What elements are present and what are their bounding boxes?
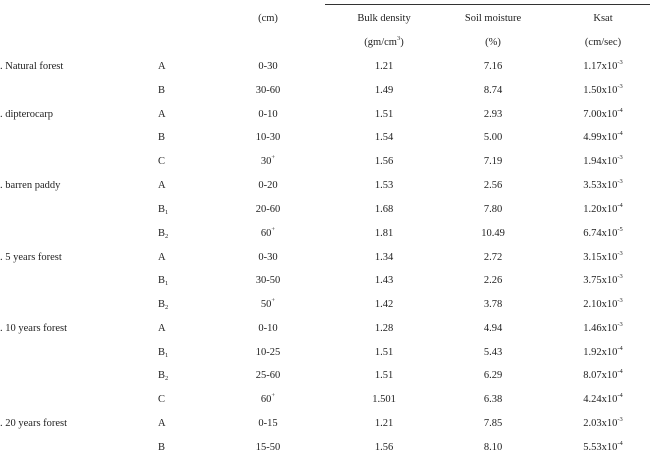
- bulk-density-value: 1.51: [374, 347, 394, 358]
- horizon-label: $B_2$: [158, 299, 169, 311]
- site-label: . Natural forest: [0, 61, 64, 72]
- soil-moisture-value: 10.49: [481, 228, 505, 239]
- ksat-value: $4.24x10^{-4}$: [583, 392, 623, 405]
- bulk-density-value: 1.51: [374, 109, 394, 120]
- horizon-label: $B_2$: [158, 370, 169, 382]
- bulk-density-value: 1.501: [372, 394, 396, 405]
- ksat-value: $3.15x10^{-3}$: [583, 250, 623, 263]
- ksat-value: $1.94x10^{-3}$: [583, 154, 623, 167]
- soil-moisture-value: 4.94: [483, 323, 503, 334]
- ksat-value: $7.00x10^{-4}$: [583, 107, 623, 120]
- horizon-label: B: [158, 132, 166, 143]
- depth-value: 0-30: [258, 61, 278, 72]
- ksat-value: $1.50x10^{-3}$: [583, 83, 623, 96]
- ksat-value: $1.92x10^{-4}$: [583, 345, 623, 358]
- soil-moisture-value: 7.80: [483, 204, 503, 215]
- soil-moisture-value: 7.19: [483, 156, 503, 167]
- depth-value: 10-30: [255, 132, 281, 143]
- ksat-value: $1.20x10^{-4}$: [583, 202, 623, 215]
- horizon-label: C: [158, 394, 166, 405]
- soil-moisture-value: 6.38: [483, 394, 503, 405]
- ksat-value: $4.99x10^{-4}$: [583, 130, 623, 143]
- soil-moisture-value: 2.93: [483, 109, 503, 120]
- horizon-label: C: [158, 156, 166, 167]
- depth-value: 60+: [260, 226, 276, 239]
- soil-properties-table: (cm) Bulk density $(gm/cm^3)$ Soil moisture (%) Ksat (cm/sec) . Natural forest A 0-30 1.21 7.16 $1.17x10^{-3}$ B 30-60 1.49 8.74 $1.50x10^{-3}$ . dipterocarp A 0-10 1.51 2.93 $7.00x10^{-4}$ B 10-30 1.54 5.00 $4.99x10^{-4}$ C 30+ 1.56 7.19 $1.94x10^{-3}$ . barren paddy A 0-20 1.53 2.56 $3.53x10^{-3}$ $B_1$ 20-60 1.68 7.80 $1.20x10^{-4}$ $B_2$ 60+ 1.81 10.49 $6.74x10^{-5}$ . 5 years forest A 0-30 1.34 2.72 $3.15x10^{-3}$ $B_1$ 30-50 1.43 2.26 $3.75x10^{-3}$ $B_2$ 50+ 1.42 3.78 $2.10x10^{-3}$ . 10 years forest A 0-10 1.28 4.94 $1.46x10^{-3}$ $B_1$ 10-25 1.51 5.43 $1.92x10^{-4}$ $B_2$ 25-60 1.51 6.29 $8.07x10^{-4}$ C 60+ 1.501 6.38 $4.24x10^{-4}$ . 20 years forest A 0-15 1.21 7.85 $2.03x10^{-3}$ B 15-50 1.56 8.10 $5.53x10^{-4}$: [0, 0, 650, 450]
- depth-value: 0-10: [258, 109, 278, 120]
- horizon-label: A: [158, 61, 166, 72]
- ksat-value: $5.53x10^{-4}$: [583, 440, 623, 453]
- bulk-density-value: 1.21: [374, 61, 394, 72]
- bulk-density-value: 1.54: [374, 132, 394, 143]
- site-label: . 20 years forest: [0, 418, 68, 429]
- horizon-label: $B_1$: [158, 347, 169, 359]
- soil-moisture-value: 5.00: [483, 132, 503, 143]
- bulk-density-value: 1.68: [374, 204, 394, 215]
- soil-moisture-value: 7.85: [483, 418, 503, 429]
- soil-moisture-value: 5.43: [483, 347, 503, 358]
- bulk-density-value: 1.21: [374, 418, 394, 429]
- soil-moisture-value: 2.26: [483, 275, 503, 286]
- depth-value: 50+: [260, 297, 276, 310]
- horizon-label: $B_2$: [158, 228, 169, 240]
- bulk-density-value: 1.56: [374, 442, 394, 453]
- depth-value: 30-60: [255, 85, 281, 96]
- depth-value: 25-60: [255, 370, 281, 381]
- soil-moisture-value: 8.74: [483, 85, 503, 96]
- bulk-density-value: 1.42: [374, 299, 394, 310]
- horizon-label: B: [158, 85, 166, 96]
- horizon-label: A: [158, 109, 166, 120]
- horizon-label: $B_1$: [158, 204, 169, 216]
- ksat-value: $8.07x10^{-4}$: [583, 368, 623, 381]
- soil-moisture-value: 6.29: [483, 370, 503, 381]
- bulk-density-value: 1.56: [374, 156, 394, 167]
- depth-value: 30-50: [255, 275, 281, 286]
- depth-value: 0-10: [258, 323, 278, 334]
- soil-moisture-value: 2.72: [483, 252, 503, 263]
- ksat-value: $1.46x10^{-3}$: [583, 321, 623, 334]
- bulk-density-value: 1.53: [374, 180, 394, 191]
- soil-moisture-value: 2.56: [483, 180, 503, 191]
- header-rule: [325, 4, 650, 5]
- horizon-label: $B_1$: [158, 275, 169, 287]
- depth-value: 0-20: [258, 180, 278, 191]
- bulk-density-value: 1.51: [374, 370, 394, 381]
- ksat-value: $2.03x10^{-3}$: [583, 416, 623, 429]
- horizon-label: A: [158, 180, 166, 191]
- bulk-density-value: 1.49: [374, 85, 394, 96]
- soil-moisture-value: 3.78: [483, 299, 503, 310]
- soil-moisture-value: 8.10: [483, 442, 503, 453]
- depth-value: 0-15: [258, 418, 278, 429]
- ksat-value: $3.75x10^{-3}$: [583, 273, 623, 286]
- horizon-label: A: [158, 418, 166, 429]
- site-label: . 10 years forest: [0, 323, 68, 334]
- site-label: . 5 years forest: [0, 252, 62, 263]
- bulk-density-value: 1.43: [374, 275, 394, 286]
- horizon-label: B: [158, 442, 166, 453]
- site-label: . dipterocarp: [0, 109, 54, 120]
- soil-moisture-value: 7.16: [483, 61, 503, 72]
- depth-value: 10-25: [255, 347, 281, 358]
- depth-value: 30+: [260, 154, 276, 167]
- ksat-value: $6.74x10^{-5}$: [583, 226, 623, 239]
- depth-value: 15-50: [255, 442, 281, 453]
- depth-value: 60+: [260, 392, 276, 405]
- site-label: . barren paddy: [0, 180, 61, 191]
- depth-value: 20-60: [255, 204, 281, 215]
- ksat-value: $1.17x10^{-3}$: [583, 59, 623, 72]
- bulk-density-value: 1.34: [374, 252, 394, 263]
- ksat-value: $3.53x10^{-3}$: [583, 178, 623, 191]
- depth-value: 0-30: [258, 252, 278, 263]
- ksat-value: $2.10x10^{-3}$: [583, 297, 623, 310]
- bulk-density-value: 1.28: [374, 323, 394, 334]
- horizon-label: A: [158, 252, 166, 263]
- bulk-density-value: 1.81: [374, 228, 394, 239]
- horizon-label: A: [158, 323, 166, 334]
